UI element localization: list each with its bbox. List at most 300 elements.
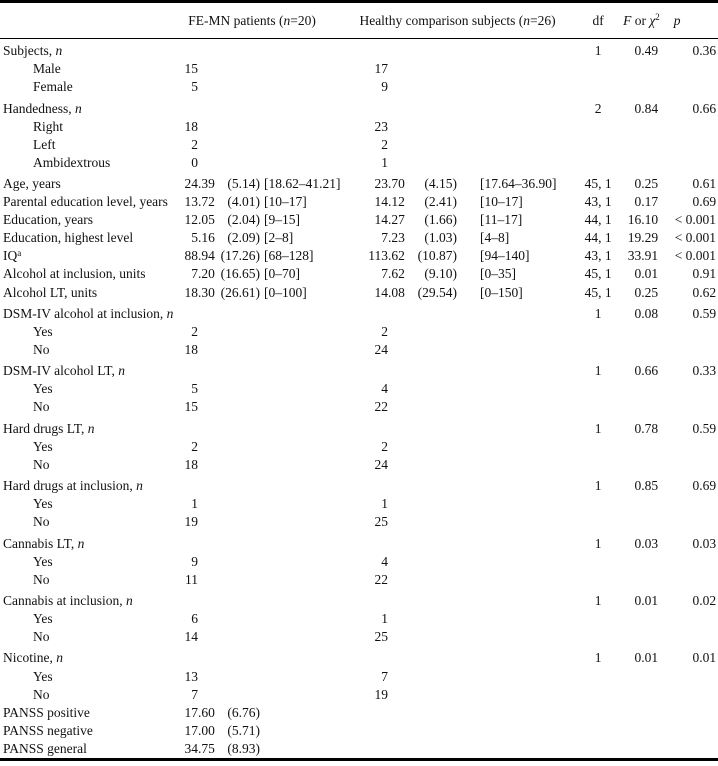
cell-healthy-value-int: 23 [374, 176, 389, 192]
cell-healthy-value-int [352, 704, 388, 722]
table-row [0, 60, 718, 78]
cell-p-value: 0.02 [692, 593, 717, 609]
cell-patients-value-int: 0 [191, 154, 198, 170]
cell-patients-value-int: 34 [184, 740, 198, 756]
cell-p-value [658, 668, 718, 686]
header-spacer [0, 3, 160, 39]
row-label-n-italic: n [55, 43, 63, 59]
cell-patients-value-int: 2 [191, 136, 198, 152]
cell-healthy-value-frac [388, 628, 406, 646]
cell-patients-sd [216, 118, 260, 136]
table-row [0, 686, 718, 704]
cell-row-label [0, 247, 160, 265]
cell-p-value [658, 740, 718, 758]
cell-f-statistic [623, 60, 658, 78]
cell-patients-sd [216, 96, 260, 117]
cell-patients-value-frac: .20 [198, 266, 215, 282]
cell-patients-value-frac: .75 [198, 740, 215, 756]
row-label-text: Female [33, 79, 73, 95]
cell-p-value: 0.61 [692, 176, 717, 192]
cell-healthy-value-int [352, 531, 388, 552]
cell-patients-sd [216, 668, 260, 686]
cell-healthy-sd [406, 302, 457, 323]
cell-healthy-value-int: 22 [374, 571, 389, 587]
cell-f-statistic: 19.29 [627, 230, 659, 246]
cell-f-statistic [623, 118, 658, 136]
cell-df [573, 628, 623, 646]
cell-healthy-sd: (9.10) [424, 266, 458, 282]
cell-healthy-sd [406, 531, 457, 552]
cell-healthy-value-int: 2 [381, 136, 389, 152]
cell-patients-sd [216, 531, 260, 552]
cell-row-label [0, 740, 160, 758]
row-label-text: No [33, 399, 50, 415]
cell-patients-value-frac: .16 [198, 230, 215, 246]
cell-patients-range: [18.62–41.21] [264, 176, 341, 192]
cell-healthy-value-frac: .27 [388, 212, 405, 228]
row-label-n-italic: n [74, 100, 82, 116]
cell-healthy-range: [4–8] [480, 230, 510, 246]
cell-healthy-value-int [352, 722, 388, 740]
cell-healthy-range [457, 136, 573, 154]
table-row [0, 722, 718, 740]
cell-f-statistic [623, 398, 658, 416]
row-label-text: Yes [33, 611, 53, 627]
cell-patients-range [260, 474, 352, 495]
cell-healthy-range: [0–150] [480, 284, 523, 300]
row-label-n-italic: n [166, 305, 174, 321]
cell-healthy-sd [406, 610, 457, 628]
row-label-text: Alcohol LT, units [3, 284, 98, 300]
table-row [0, 247, 718, 265]
cell-healthy-sd [406, 646, 457, 667]
header-p [658, 3, 718, 39]
cell-patients-sd [216, 589, 260, 610]
cell-patients-value-frac: .00 [198, 722, 215, 738]
row-label-text: Education, years [3, 212, 93, 228]
cell-healthy-value-int: 24 [374, 341, 389, 357]
cell-row-label [0, 722, 160, 740]
cell-df: 44, 1 [584, 230, 612, 246]
cell-patients-range [260, 704, 352, 722]
cell-patients-value-frac [198, 96, 216, 117]
cell-patients-range [260, 359, 352, 380]
row-label-text: Male [33, 61, 61, 77]
row-label-text: Education, highest level [3, 230, 134, 246]
row-label-text: Right [33, 118, 64, 134]
cell-p-value [658, 154, 718, 172]
cell-p-value: 0.59 [692, 420, 717, 436]
cell-healthy-range [457, 154, 573, 172]
cell-patients-value-int: 7 [191, 266, 198, 282]
cell-df [573, 323, 623, 341]
row-label-text: DSM-IV alcohol at inclusion, [3, 305, 167, 321]
cell-patients-sd [216, 302, 260, 323]
cell-healthy-sd: (1.03) [424, 230, 458, 246]
cell-df [573, 571, 623, 589]
cell-healthy-value-frac: .62 [388, 248, 405, 264]
row-label-n-italic: n [118, 363, 125, 379]
cell-healthy-value-int: 14 [374, 212, 389, 228]
cell-patients-value-int: 11 [185, 571, 198, 587]
table-row [0, 438, 718, 456]
cell-p-value: 0.62 [692, 284, 717, 300]
cell-patients-value-frac [198, 380, 216, 398]
row-label-n-italic: n [136, 478, 143, 494]
cell-df: 1 [594, 43, 602, 59]
header-patients-label: FE-MN patients ( [188, 12, 284, 28]
row-label-text: Yes [33, 381, 53, 397]
row-label-text: No [33, 456, 50, 472]
row-label-text: DSM-IV alcohol LT, [3, 363, 119, 379]
cell-patients-sd [216, 154, 260, 172]
table-row [0, 78, 718, 96]
row-label-text: PANSS positive [3, 704, 90, 720]
cell-patients-range [260, 302, 352, 323]
cell-f-statistic: 33.91 [627, 248, 659, 264]
cell-patients-value-frac [198, 571, 216, 589]
cell-healthy-range [457, 668, 573, 686]
cell-patients-sd: (5.14) [227, 176, 260, 192]
row-label-text: Cannabis at inclusion, [3, 593, 126, 609]
header-f-chi [623, 3, 658, 39]
cell-healthy-range: [10–17] [480, 194, 523, 210]
cell-healthy-range: [11–17] [480, 212, 523, 228]
cell-healthy-value-frac: .12 [388, 194, 405, 210]
cell-patients-range: [10–17] [264, 194, 307, 210]
cell-f-statistic: 0.01 [634, 650, 659, 666]
cell-patients-range [260, 571, 352, 589]
cell-healthy-range [457, 495, 573, 513]
cell-patients-sd: (17.26) [220, 248, 260, 264]
table-row [0, 380, 718, 398]
header-patients-group [160, 3, 352, 39]
row-label-text: Yes [33, 323, 53, 339]
cell-healthy-value-frac [388, 646, 406, 667]
cell-patients-range [260, 610, 352, 628]
cell-row-label [0, 474, 160, 495]
cell-p-value [658, 513, 718, 531]
cell-df [573, 78, 623, 96]
cell-healthy-value-int: 9 [381, 79, 389, 95]
cell-healthy-value-frac [388, 438, 406, 456]
cell-patients-value-int: 2 [191, 323, 198, 339]
cell-f-statistic [623, 154, 658, 172]
cell-healthy-range [457, 39, 573, 61]
header-healthy-group [352, 3, 573, 39]
cell-df [573, 341, 623, 359]
cell-patients-range [260, 628, 352, 646]
cell-row-label [0, 211, 160, 229]
cell-healthy-sd: (29.54) [417, 284, 458, 300]
cell-healthy-value-int: 19 [374, 686, 389, 702]
header-patients-count: =20) [290, 12, 316, 28]
cell-healthy-value-int: 1 [381, 154, 389, 170]
row-label-text: No [33, 686, 50, 702]
cell-df: 1 [594, 305, 602, 321]
header-chi-symbol: χ [649, 12, 656, 28]
cell-row-label [0, 323, 160, 341]
table-row [0, 341, 718, 359]
cell-patients-value-int [160, 531, 198, 552]
cell-df [573, 668, 623, 686]
cell-f-statistic: 0.17 [634, 194, 659, 210]
cell-row-label [0, 136, 160, 154]
cell-healthy-value-frac [388, 495, 406, 513]
cell-healthy-value-frac [388, 474, 406, 495]
cell-patients-sd [216, 495, 260, 513]
cell-p-value [658, 398, 718, 416]
row-label-text: Ambidextrous [33, 154, 111, 170]
cell-p-value [658, 495, 718, 513]
cell-patients-sd [216, 136, 260, 154]
cell-healthy-value-frac: .62 [388, 266, 405, 282]
cell-patients-value-frac [198, 323, 216, 341]
cell-healthy-sd [406, 323, 457, 341]
cell-row-label [0, 96, 160, 117]
cell-p-value [658, 380, 718, 398]
cell-patients-value-int: 18 [184, 341, 198, 357]
row-label-text: No [33, 341, 50, 357]
cell-patients-sd [216, 341, 260, 359]
cell-row-label [0, 416, 160, 437]
cell-patients-range [260, 513, 352, 531]
cell-p-value: 0.03 [692, 535, 717, 551]
cell-f-statistic [623, 686, 658, 704]
cell-patients-value-int: 17 [184, 722, 198, 738]
cell-healthy-range [457, 589, 573, 610]
cell-f-statistic: 0.01 [634, 266, 659, 282]
cell-patients-sd [216, 398, 260, 416]
cell-df [573, 456, 623, 474]
cell-patients-sd [216, 686, 260, 704]
cell-healthy-range [457, 323, 573, 341]
row-label-text: Hard drugs LT, [3, 420, 88, 436]
cell-row-label [0, 704, 160, 722]
cell-healthy-value-frac [388, 531, 406, 552]
cell-p-value: 0.69 [692, 478, 717, 494]
row-label-text: No [33, 514, 50, 530]
cell-healthy-value-int [352, 416, 388, 437]
cell-f-statistic: 0.08 [634, 305, 659, 321]
cell-f-statistic: 0.01 [634, 593, 659, 609]
cell-healthy-value-int [352, 96, 388, 117]
cell-row-label [0, 265, 160, 283]
cell-patients-value-int: 13 [184, 668, 198, 684]
cell-patients-sd [216, 416, 260, 437]
table-row [0, 628, 718, 646]
cell-p-value [658, 438, 718, 456]
cell-patients-value-int: 12 [184, 212, 198, 228]
cell-patients-range [260, 668, 352, 686]
cell-patients-sd [216, 380, 260, 398]
row-label-text: Cannabis LT, [3, 535, 78, 551]
cell-row-label [0, 172, 160, 193]
cell-patients-range [260, 154, 352, 172]
cell-patients-value-frac [198, 628, 216, 646]
cell-healthy-sd [406, 513, 457, 531]
cell-healthy-value-frac [388, 456, 406, 474]
cell-healthy-value-int [352, 39, 388, 61]
cell-patients-sd [216, 39, 260, 61]
table-body [0, 39, 718, 758]
cell-patients-value-frac: .30 [198, 284, 215, 300]
table-row [0, 96, 718, 117]
cell-patients-sd [216, 474, 260, 495]
cell-healthy-value-int: 22 [374, 399, 389, 415]
cell-patients-range [260, 531, 352, 552]
cell-patients-value-frac [198, 668, 216, 686]
cell-row-label [0, 302, 174, 323]
cell-healthy-range [457, 416, 573, 437]
cell-healthy-value-frac [388, 571, 406, 589]
cell-healthy-value-int: 2 [381, 323, 389, 339]
cell-healthy-value-int: 1 [381, 496, 389, 512]
cell-df: 1 [594, 478, 602, 494]
cell-p-value [658, 610, 718, 628]
cell-patients-value-int: 15 [184, 399, 198, 415]
cell-patients-value-frac [198, 456, 216, 474]
cell-f-statistic [623, 341, 658, 359]
cell-row-label [0, 686, 160, 704]
cell-patients-sd [216, 78, 260, 96]
cell-healthy-range [457, 722, 573, 740]
cell-healthy-sd [406, 668, 457, 686]
cell-f-statistic: 0.25 [634, 176, 659, 192]
cell-patients-value-int: 13 [184, 194, 198, 210]
cell-f-statistic: 0.25 [634, 284, 659, 300]
cell-patients-value-int: 2 [191, 438, 198, 454]
cell-patients-value-frac: .05 [198, 212, 215, 228]
cell-patients-range: [2–8] [264, 230, 294, 246]
cell-patients-sd: (8.93) [227, 740, 260, 756]
cell-df [573, 740, 623, 758]
cell-healthy-range [457, 740, 573, 758]
cell-healthy-sd [406, 571, 457, 589]
cell-patients-sd: (2.04) [227, 212, 260, 228]
cell-f-statistic [623, 78, 658, 96]
cell-df [573, 553, 623, 571]
cell-row-label [0, 78, 160, 96]
cell-healthy-sd [406, 154, 457, 172]
cell-f-statistic: 0.49 [634, 43, 659, 59]
cell-row-label [0, 531, 160, 552]
row-label-text: Age, years [3, 176, 61, 192]
cell-p-value [658, 78, 718, 96]
cell-row-label [0, 154, 160, 172]
cell-patients-range [260, 323, 352, 341]
cell-p-value [658, 704, 718, 722]
cell-healthy-range [457, 78, 573, 96]
cell-df: 45, 1 [584, 266, 612, 282]
cell-patients-value-frac [198, 39, 216, 61]
cell-patients-value-frac [198, 589, 216, 610]
cell-patients-value-int [160, 589, 198, 610]
cell-healthy-value-int: 2 [381, 438, 389, 454]
cell-healthy-value-frac [388, 341, 406, 359]
table-row [0, 398, 718, 416]
cell-row-label [0, 284, 160, 302]
cell-patients-value-int [160, 646, 198, 667]
cell-p-value [658, 456, 718, 474]
cell-patients-value-frac [198, 302, 216, 323]
table-row [0, 571, 718, 589]
table-row [0, 668, 718, 686]
cell-healthy-range: [94–140] [480, 248, 530, 264]
cell-p-value: 0.36 [692, 43, 717, 59]
cell-df [573, 704, 623, 722]
cell-patients-sd: (6.76) [227, 704, 260, 720]
cell-patients-value-int: 5 [191, 230, 198, 246]
cell-healthy-sd [406, 136, 457, 154]
cell-healthy-value-frac [388, 380, 406, 398]
cell-patients-range [260, 553, 352, 571]
cell-healthy-value-frac [388, 553, 406, 571]
cell-p-value [658, 323, 718, 341]
row-label-text: Parental education level, years [3, 194, 168, 210]
cell-p-value [658, 341, 718, 359]
cell-patients-sd [216, 553, 260, 571]
cell-healthy-value-frac [388, 136, 406, 154]
cell-df: 43, 1 [584, 194, 612, 210]
cell-healthy-range [457, 531, 573, 552]
cell-patients-range [260, 438, 352, 456]
cell-df: 45, 1 [584, 176, 612, 192]
cell-f-statistic [623, 571, 658, 589]
cell-row-label [0, 60, 160, 78]
row-label-text: No [33, 571, 50, 587]
cell-healthy-value-int: 25 [374, 514, 389, 530]
cell-healthy-range [457, 610, 573, 628]
cell-row-label [0, 193, 168, 211]
cell-df [573, 686, 623, 704]
cell-patients-range [260, 118, 352, 136]
cell-df [573, 154, 623, 172]
cell-patients-sd [216, 60, 260, 78]
header-patients-n-italic: n [283, 12, 291, 28]
cell-df [573, 60, 623, 78]
cell-healthy-sd [406, 39, 457, 61]
table-row [0, 740, 718, 758]
cell-patients-value-frac: .60 [198, 704, 215, 720]
cell-healthy-value-int: 24 [374, 456, 389, 472]
cell-f-statistic [623, 722, 658, 740]
cell-patients-range [260, 398, 352, 416]
cell-healthy-value-int: 14 [374, 194, 389, 210]
cell-patients-sd: (2.09) [227, 230, 260, 246]
cell-patients-value-int: 7 [191, 686, 198, 702]
cell-patients-sd: (4.01) [227, 194, 260, 210]
cell-patients-value-frac [198, 341, 216, 359]
cell-patients-value-int: 17 [184, 704, 198, 720]
header-row [0, 3, 718, 39]
cell-healthy-value-int: 14 [374, 284, 389, 300]
cell-patients-value-frac [198, 416, 216, 437]
table-bottom-rule [0, 758, 718, 762]
cell-df: 1 [594, 420, 602, 436]
cell-healthy-sd [406, 60, 457, 78]
cell-patients-value-frac: .94 [198, 248, 215, 264]
demographics-table [0, 3, 718, 758]
cell-healthy-sd [406, 341, 457, 359]
cell-healthy-range [457, 380, 573, 398]
cell-f-statistic [623, 740, 658, 758]
cell-row-label [0, 380, 160, 398]
cell-healthy-sd [406, 740, 457, 758]
table-row [0, 513, 718, 531]
cell-patients-range [260, 96, 352, 117]
row-label-n-italic: n [77, 535, 85, 551]
